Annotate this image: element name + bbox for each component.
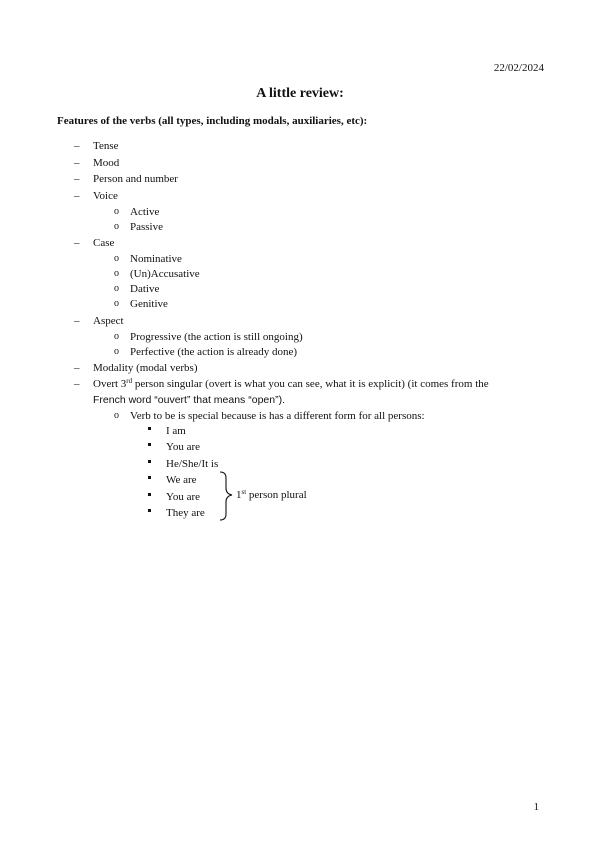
plural-text-end: person plural	[246, 489, 307, 501]
circle-bullet: o	[114, 221, 119, 232]
list-item-mood: Mood	[93, 157, 120, 169]
circle-bullet: o	[114, 268, 119, 279]
dash-bullet: –	[74, 315, 80, 327]
list-item-tense: Tense	[93, 140, 119, 152]
dash-bullet: –	[74, 157, 80, 169]
person-you-are: You are	[166, 441, 201, 453]
overt-text-start: Overt 3	[93, 378, 127, 390]
circle-bullet: o	[114, 346, 119, 357]
list-item-aspect: Aspect	[93, 315, 124, 327]
sub-item-perfective: Perfective (the action is already done)	[130, 346, 298, 358]
circle-bullet: o	[114, 331, 119, 342]
sub-item-progressive: Progressive (the action is still ongoing)	[130, 331, 303, 343]
circle-bullet: o	[114, 206, 119, 217]
circle-bullet: o	[114, 253, 119, 264]
sub-item-genitive: Genitive	[130, 298, 168, 310]
plural-text-start: 1	[236, 489, 242, 501]
dash-bullet: –	[74, 362, 80, 374]
list-item-overt-continued: French word “ouvert” that means “open”).	[93, 394, 285, 406]
document-title: A little review:	[256, 86, 344, 101]
sub-item-verb-to-be: Verb to be is special because is has a different form for all persons:	[130, 410, 425, 422]
sub-item-active: Active	[130, 206, 160, 218]
ordinal-suffix: st	[241, 488, 247, 496]
page-number: 1	[533, 801, 539, 813]
person-i-am: I am	[166, 425, 186, 437]
section-heading: Features of the verbs (all types, including modals, auxiliaries, etc):	[57, 115, 368, 127]
ordinal-suffix: rd	[126, 377, 133, 385]
circle-bullet: o	[114, 298, 119, 309]
list-item-case: Case	[93, 237, 115, 249]
dash-bullet: –	[74, 140, 80, 152]
person-they-are: They are	[166, 507, 205, 519]
list-item-modality: Modality (modal verbs)	[93, 362, 198, 374]
overt-text-end: person singular (overt is what you can see, what it is explicit) (it comes from the	[132, 378, 489, 390]
person-we-are: We are	[166, 474, 197, 486]
first-person-plural-label	[236, 488, 307, 502]
sub-item-accusative: (Un)Accusative	[130, 268, 200, 280]
list-item-person-number: Person and number	[93, 173, 178, 185]
sub-item-dative: Dative	[130, 283, 160, 295]
document-date: 22/02/2024	[493, 62, 544, 74]
sub-item-passive: Passive	[130, 221, 163, 233]
circle-bullet: o	[114, 283, 119, 294]
dash-bullet: –	[74, 237, 80, 249]
circle-bullet: o	[114, 410, 119, 421]
dash-bullet: –	[74, 173, 80, 185]
list-item-voice: Voice	[93, 190, 118, 202]
person-he-she-it-is: He/She/It is	[166, 458, 219, 470]
sub-item-nominative: Nominative	[130, 253, 182, 265]
person-you-are-plural: You are	[166, 491, 201, 503]
dash-bullet: –	[74, 190, 80, 202]
dash-bullet: –	[74, 378, 80, 390]
